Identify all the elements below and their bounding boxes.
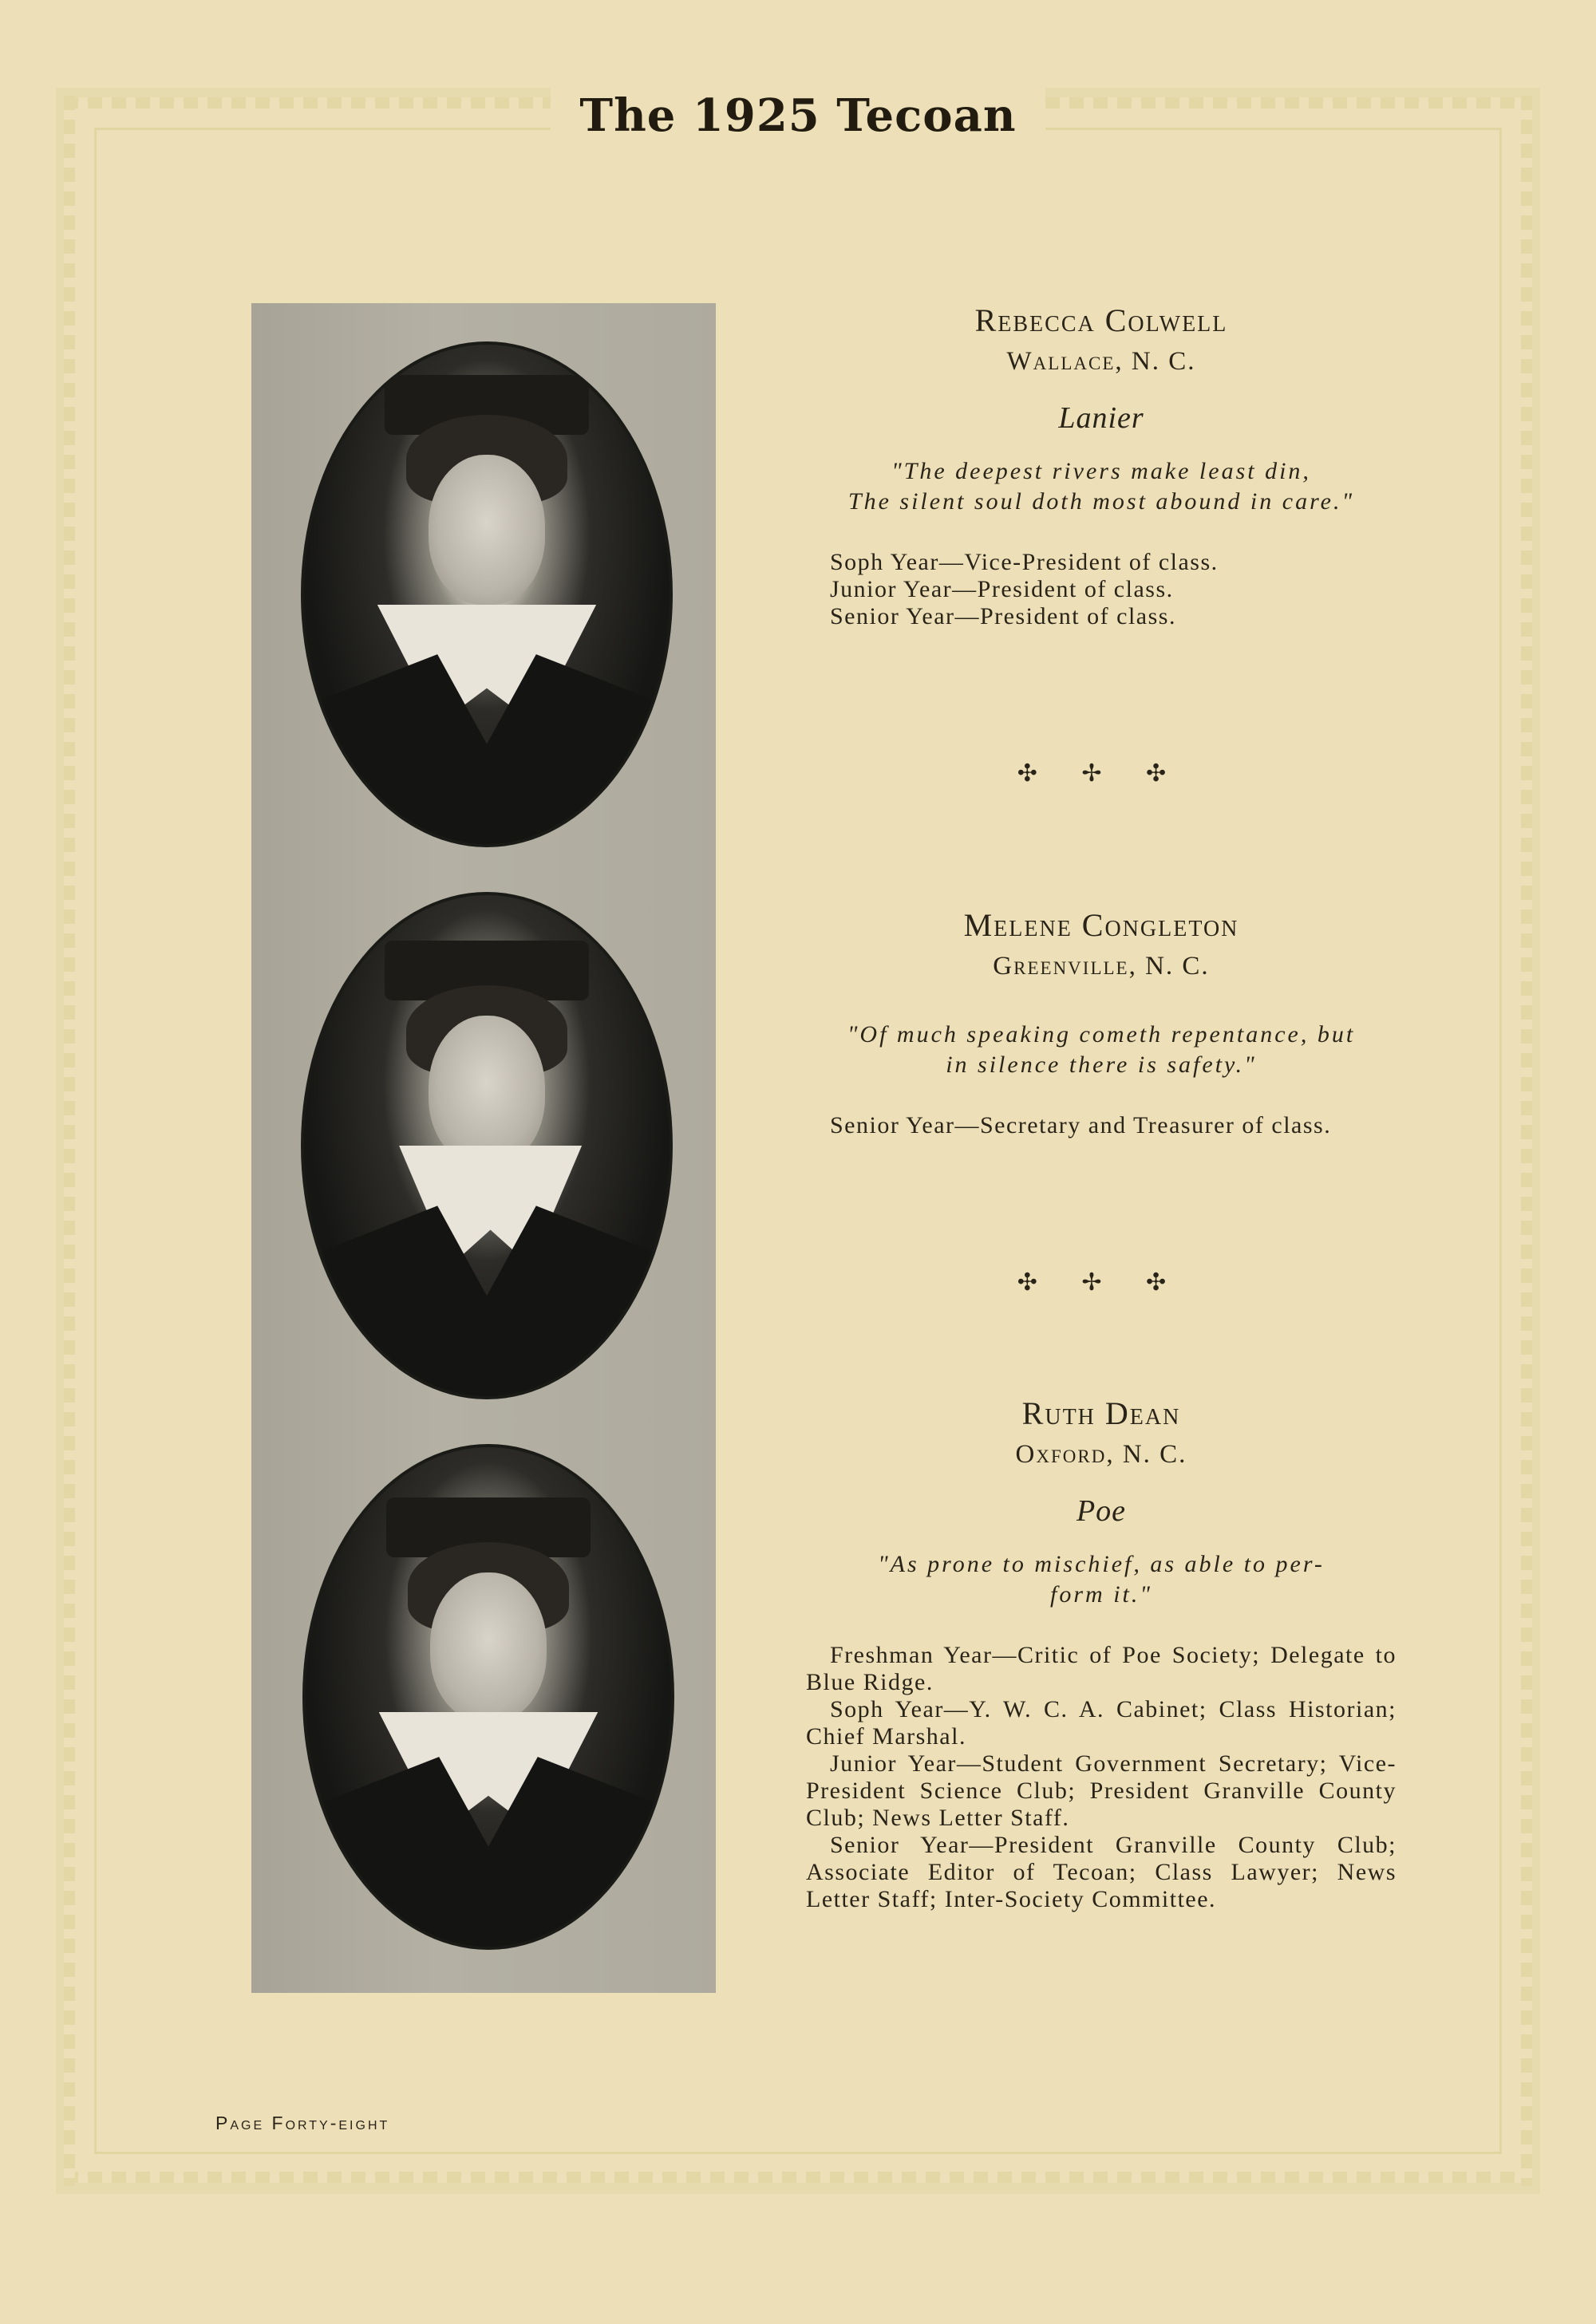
student-quote: "The deepest rivers make least din, The silent soul doth most abound in care."	[847, 458, 1355, 515]
portrait-ruth-dean	[302, 1444, 674, 1950]
running-head: The 1925 Tecoan	[579, 89, 1017, 142]
border-band-left	[64, 96, 75, 2186]
activity-record	[798, 1642, 1404, 1913]
portrait-melene-congleton	[301, 892, 673, 1399]
page-number: Page Forty-eight	[215, 2113, 390, 2133]
ornament-divider: ✣ ✢ ✣	[1017, 760, 1186, 787]
record-line: Junior Year—Student Government Secretary; Vice-President Science Club; President Granville County Club; News Letter Staff.	[806, 1750, 1396, 1831]
record-line: Freshman Year—Critic of Poe Society; Delegate to Blue Ridge.	[806, 1642, 1396, 1695]
student-name: Melene Congleton	[963, 907, 1239, 943]
record-line: Senior Year—Secretary and Treasurer of class.	[830, 1112, 1332, 1138]
literary-society: Lanier	[1058, 401, 1144, 435]
record-line: Senior Year—President of class.	[830, 603, 1176, 629]
entry-rebecca-colwell	[798, 302, 1404, 630]
activity-record	[798, 549, 1404, 630]
gown-shape	[322, 1205, 651, 1399]
activity-record	[798, 1112, 1404, 1139]
border-band-bottom	[64, 2172, 1532, 2183]
student-quote: "Of much speaking cometh repentance, but in silence there is safety."	[847, 1021, 1356, 1078]
record-line: Soph Year—Y. W. C. A. Cabinet; Class Historian; Chief Marshal.	[806, 1696, 1396, 1750]
face-shape	[429, 455, 546, 605]
portrait-rebecca-colwell	[301, 341, 673, 847]
student-hometown: Wallace, N. C.	[1006, 347, 1196, 376]
record-line: Soph Year—Vice-President of class.	[830, 549, 1219, 575]
student-hometown: Greenville, N. C.	[993, 952, 1210, 980]
student-quote: "As prone to mischief, as able to per- form it."	[878, 1551, 1325, 1608]
literary-society: Poe	[1076, 1494, 1127, 1528]
student-name: Ruth Dean	[1021, 1395, 1181, 1431]
ornament-divider: ✣ ✢ ✣	[1017, 1269, 1186, 1296]
student-name: Rebecca Colwell	[974, 302, 1228, 338]
record-line: Junior Year—President of class.	[830, 576, 1174, 602]
record-line: Senior Year—President Granville County Club; Associate Editor of Tecoan; Class Lawyer; News Letter Staff; Inter-Society Committee.	[806, 1832, 1396, 1912]
entry-melene-congleton	[798, 906, 1404, 1139]
entry-ruth-dean	[798, 1395, 1404, 1913]
face-shape	[430, 1572, 547, 1722]
border-band-right	[1521, 96, 1532, 2186]
student-hometown: Oxford, N. C.	[1015, 1440, 1187, 1469]
photo-strip	[251, 303, 716, 1993]
face-shape	[429, 1016, 546, 1166]
